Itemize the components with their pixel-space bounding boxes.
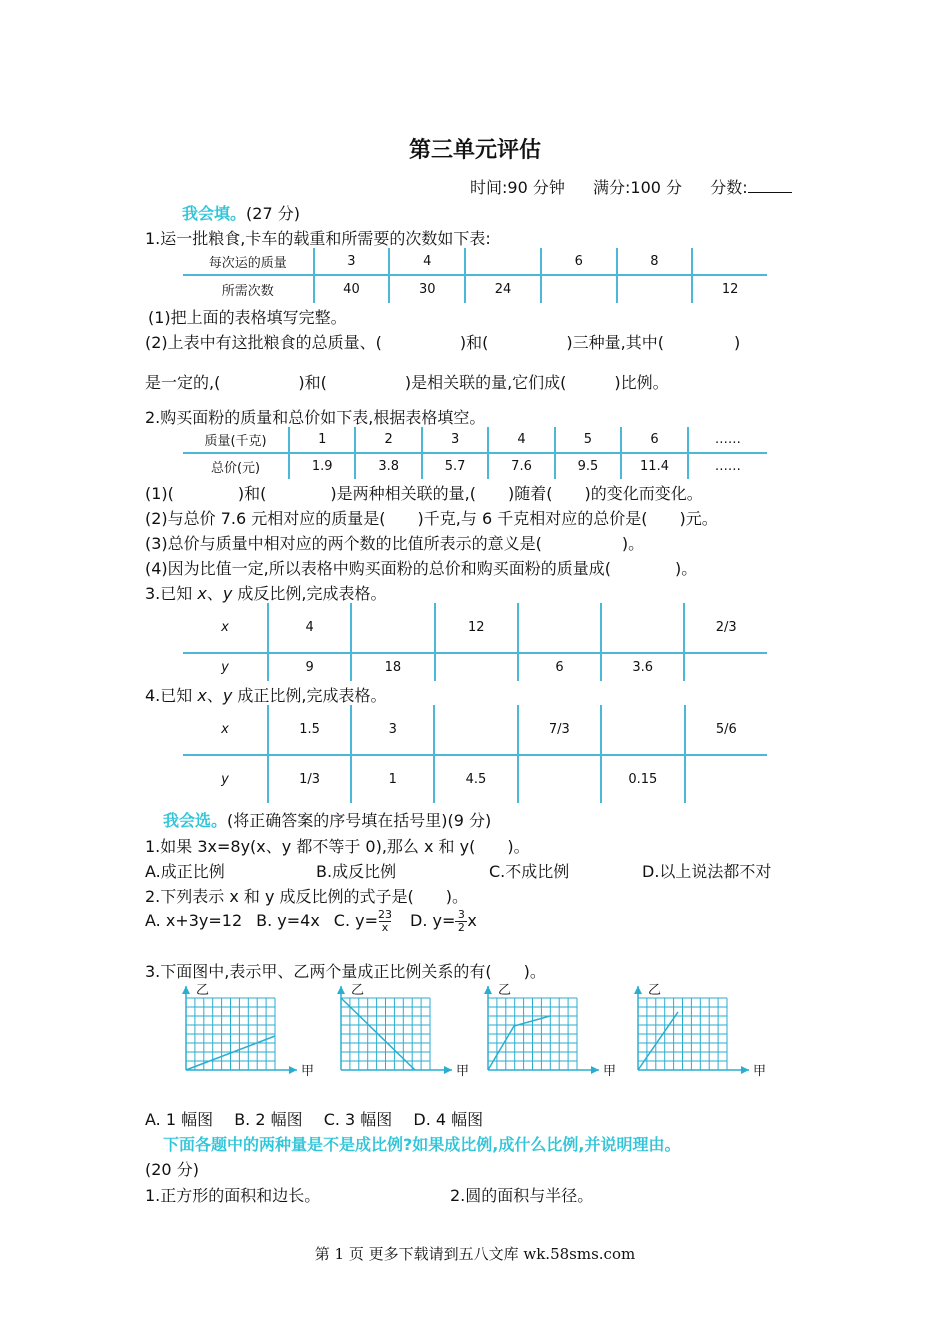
q4-cell: 1.5: [268, 705, 351, 755]
graph-3[interactable]: [472, 978, 622, 1078]
c3-stem: 3.下面图中,表示甲、乙两个量成正比例关系的有( )。: [145, 962, 546, 981]
q4-cell[interactable]: [434, 705, 517, 755]
y-axis-label: 乙: [196, 983, 210, 998]
q1-row1-label: 每次运的质量: [183, 248, 314, 275]
section-judge-heading: [163, 1132, 680, 1155]
q1-part2: [145, 330, 805, 353]
judge-q1: 1.正方形的面积和边长。: [145, 1186, 321, 1205]
section-choice-title: 我会选。: [163, 811, 228, 830]
q4-x-label: [183, 705, 268, 755]
q2-row1-label: 质量(千克): [183, 427, 289, 453]
c2-option-c[interactable]: [333, 908, 393, 934]
q3-stem: [145, 581, 387, 604]
y-axis-label: 乙: [648, 983, 662, 998]
q4-cell[interactable]: [518, 755, 601, 803]
var-y: y: [222, 686, 233, 705]
q2-sub3: (3)总价与质量中相对应的两个数的比值所表示的意义是( )。: [145, 534, 645, 553]
x-axis-label: 甲: [753, 1064, 767, 1078]
fraction-num: 3: [457, 908, 465, 921]
x-axis-label: 甲: [301, 1064, 315, 1078]
q2-cell: ……: [688, 453, 767, 479]
q4-cell: 0.15: [601, 755, 685, 803]
q1-cell[interactable]: [465, 248, 541, 275]
q2-cell: 2: [355, 427, 421, 453]
q2-cell: ……: [688, 427, 767, 453]
q1-part3: [145, 370, 669, 393]
y-axis-arrow: [182, 986, 190, 994]
q4-cell: 5/6: [685, 705, 767, 755]
section-choice-instructions: (将正确答案的序号填在括号里)(9 分): [227, 811, 492, 830]
c2-options: [145, 910, 477, 933]
x-axis-arrow: [591, 1066, 599, 1074]
var-x: x: [197, 686, 207, 705]
q1-cell[interactable]: [541, 275, 617, 303]
q1-cell: 30: [389, 275, 465, 303]
x-axis-label: 甲: [603, 1064, 617, 1078]
q4-cell[interactable]: [685, 755, 767, 803]
score-label: 分数:: [710, 178, 748, 197]
q3-x-label: [183, 603, 268, 653]
q4-stem-text: 成正比例,完成表格。: [232, 686, 387, 705]
fraction-den: x: [381, 921, 389, 934]
q3-cell: 6: [518, 653, 601, 681]
q1-p2-text: (2)上表中有这批粮食的总质量、(: [145, 333, 382, 352]
q1-p2-text: )和(: [459, 333, 489, 352]
q2-cell: 11.4: [621, 453, 688, 479]
q3-cell[interactable]: [684, 653, 767, 681]
var-y: y: [221, 772, 229, 787]
q2-cell: 4: [488, 427, 554, 453]
q2-sub1: (1)( )和( )是两种相关联的量,( )随着( )的变化而变化。: [145, 484, 703, 503]
q2-cell: 6: [621, 427, 688, 453]
c1-option-b[interactable]: B.成反比例: [316, 862, 397, 881]
q1-p3-text: )和(: [298, 373, 327, 392]
c2-option-b[interactable]: B. y=4x: [256, 911, 320, 930]
q2-cell: 1: [289, 427, 355, 453]
q4-cell[interactable]: [601, 705, 685, 755]
var-x: x: [221, 722, 229, 737]
graph-2[interactable]: [325, 978, 475, 1078]
y-axis-label: 乙: [351, 983, 365, 998]
x-axis-arrow: [444, 1066, 452, 1074]
q2-cell: 3.8: [355, 453, 421, 479]
section-choice-heading: [163, 808, 491, 831]
q3-cell[interactable]: [435, 653, 518, 681]
q1-part1: (1)把上面的表格填写完整。: [148, 308, 347, 327]
page-title: 第三单元评估: [408, 137, 541, 163]
q1-cell: 12: [692, 275, 767, 303]
q2-cell: 5.7: [422, 453, 488, 479]
fraction-num: 23: [378, 908, 393, 921]
q3-cell: 3.6: [601, 653, 684, 681]
q1-p3-text: 是一定的,(: [145, 373, 221, 392]
c1-stem: 1.如果 3x=8y(x、y 都不等于 0),那么 x 和 y( )。: [145, 837, 530, 856]
q3-cell: 18: [351, 653, 434, 681]
fraction: [378, 910, 392, 933]
page-footer: 第 1 页 更多下载请到五八文库 wk.58sms.com: [314, 1245, 636, 1263]
q3-table: [183, 603, 767, 681]
q3-stem-text: 3.已知: [145, 584, 198, 603]
y-axis-arrow: [484, 986, 492, 994]
q3-cell: 2/3: [684, 603, 767, 653]
q2-cell: 9.5: [555, 453, 621, 479]
q4-cell: 7/3: [518, 705, 601, 755]
q3-cell[interactable]: [351, 603, 434, 653]
q1-cell: 40: [314, 275, 390, 303]
q3-cell[interactable]: [518, 603, 601, 653]
time-label: 时间:90 分钟: [470, 178, 565, 197]
q1-p2-text: )三种量,其中(: [566, 333, 664, 352]
q2-stem: 2.购买面粉的质量和总价如下表,根据表格填空。: [145, 408, 486, 427]
fraction: [455, 910, 467, 933]
c2-stem: 2.下列表示 x 和 y 成反比例的式子是( )。: [145, 887, 469, 906]
section-judge-points: (20 分): [145, 1160, 199, 1179]
q1-p3-text: )是相关联的量,它们成(: [404, 373, 567, 392]
q4-table: [183, 705, 767, 803]
q1-cell: 24: [465, 275, 541, 303]
graph-1[interactable]: [170, 978, 320, 1078]
exam-meta: [470, 175, 792, 198]
q4-cell: 1/3: [268, 755, 351, 803]
var-y: y: [222, 584, 233, 603]
x-axis-arrow: [289, 1066, 297, 1074]
y-axis-arrow: [634, 986, 642, 994]
c2-option-d-tail: x: [467, 911, 477, 930]
x-axis-arrow: [741, 1066, 749, 1074]
q3-y-label: [183, 653, 268, 681]
q3-cell: 12: [435, 603, 518, 653]
section-judge-title: 下面各题中的两种量是不是成比例?如果成比例,成什么比例,并说明理由。: [163, 1135, 681, 1154]
q2-sub4: (4)因为比值一定,所以表格中购买面粉的总价和购买面粉的质量成( )。: [145, 559, 698, 578]
q1-cell[interactable]: [617, 275, 693, 303]
q2-row2-label: 总价(元): [210, 461, 261, 476]
section-fill-title: 我会填。: [182, 204, 247, 223]
c2-option-d[interactable]: [410, 908, 477, 934]
q1-table: [183, 248, 767, 303]
q3-cell[interactable]: [601, 603, 684, 653]
c1-option-d[interactable]: D.以上说法都不对: [642, 862, 772, 881]
q1-cell[interactable]: [692, 248, 767, 275]
q3-cell: 4: [268, 603, 351, 653]
judge-q2: 2.圆的面积与半径。: [450, 1186, 594, 1205]
section-fill-heading: [182, 201, 300, 224]
q2-table: [183, 427, 767, 479]
c1-option-a[interactable]: A.成正比例: [145, 862, 225, 881]
q2-cell: 1.9: [289, 453, 355, 479]
c1-option-c[interactable]: C.不成比例: [489, 862, 570, 881]
q3-cell: 9: [268, 653, 351, 681]
c3-options[interactable]: A. 1 幅图 B. 2 幅图 C. 3 幅图 D. 4 幅图: [145, 1110, 484, 1129]
graph-4[interactable]: [622, 978, 772, 1078]
q1-stem: 1.运一批粮食,卡车的载重和所需要的次数如下表:: [145, 229, 491, 248]
q4-cell: 3: [351, 705, 434, 755]
q3-stem-text: 、: [206, 584, 223, 603]
var-x: x: [221, 620, 229, 635]
q1-cell: 4: [389, 248, 465, 275]
q1-p3-text: )比例。: [614, 373, 669, 392]
c2-option-c-text: C. y=: [333, 911, 379, 930]
q4-stem-text: 、: [206, 686, 223, 705]
q4-cell: 4.5: [434, 755, 517, 803]
q2-cell: 3: [422, 427, 488, 453]
y-axis-arrow: [337, 986, 345, 994]
q2-cell: 5: [555, 427, 621, 453]
score-blank[interactable]: [748, 178, 792, 193]
x-axis-label: 甲: [456, 1064, 470, 1078]
q4-cell: 1: [351, 755, 434, 803]
q4-y-label: [183, 755, 268, 803]
q2-cell: 7.6: [488, 453, 554, 479]
q3-stem-text: 成反比例,完成表格。: [232, 584, 387, 603]
c2-option-a[interactable]: A. x+3y=12: [145, 911, 243, 930]
var-x: x: [197, 584, 207, 603]
q1-row2-label: 所需次数: [221, 284, 274, 299]
section-fill-points: (27 分): [246, 204, 300, 223]
fraction-den: 2: [457, 921, 465, 934]
var-y: y: [221, 660, 229, 675]
q1-cell: 6: [541, 248, 617, 275]
q1-cell: 3: [314, 248, 390, 275]
y-axis-label: 乙: [498, 983, 512, 998]
full-score-label: 满分:100 分: [593, 178, 683, 197]
q1-cell: 8: [617, 248, 693, 275]
q4-stem-text: 4.已知: [145, 686, 198, 705]
q1-p2-text: ): [734, 333, 741, 352]
c2-option-d-text: D. y=: [410, 911, 456, 930]
q4-stem: [145, 683, 387, 706]
q2-sub2: (2)与总价 7.6 元相对应的质量是( )千克,与 6 千克相对应的总价是( )元。: [145, 509, 718, 528]
